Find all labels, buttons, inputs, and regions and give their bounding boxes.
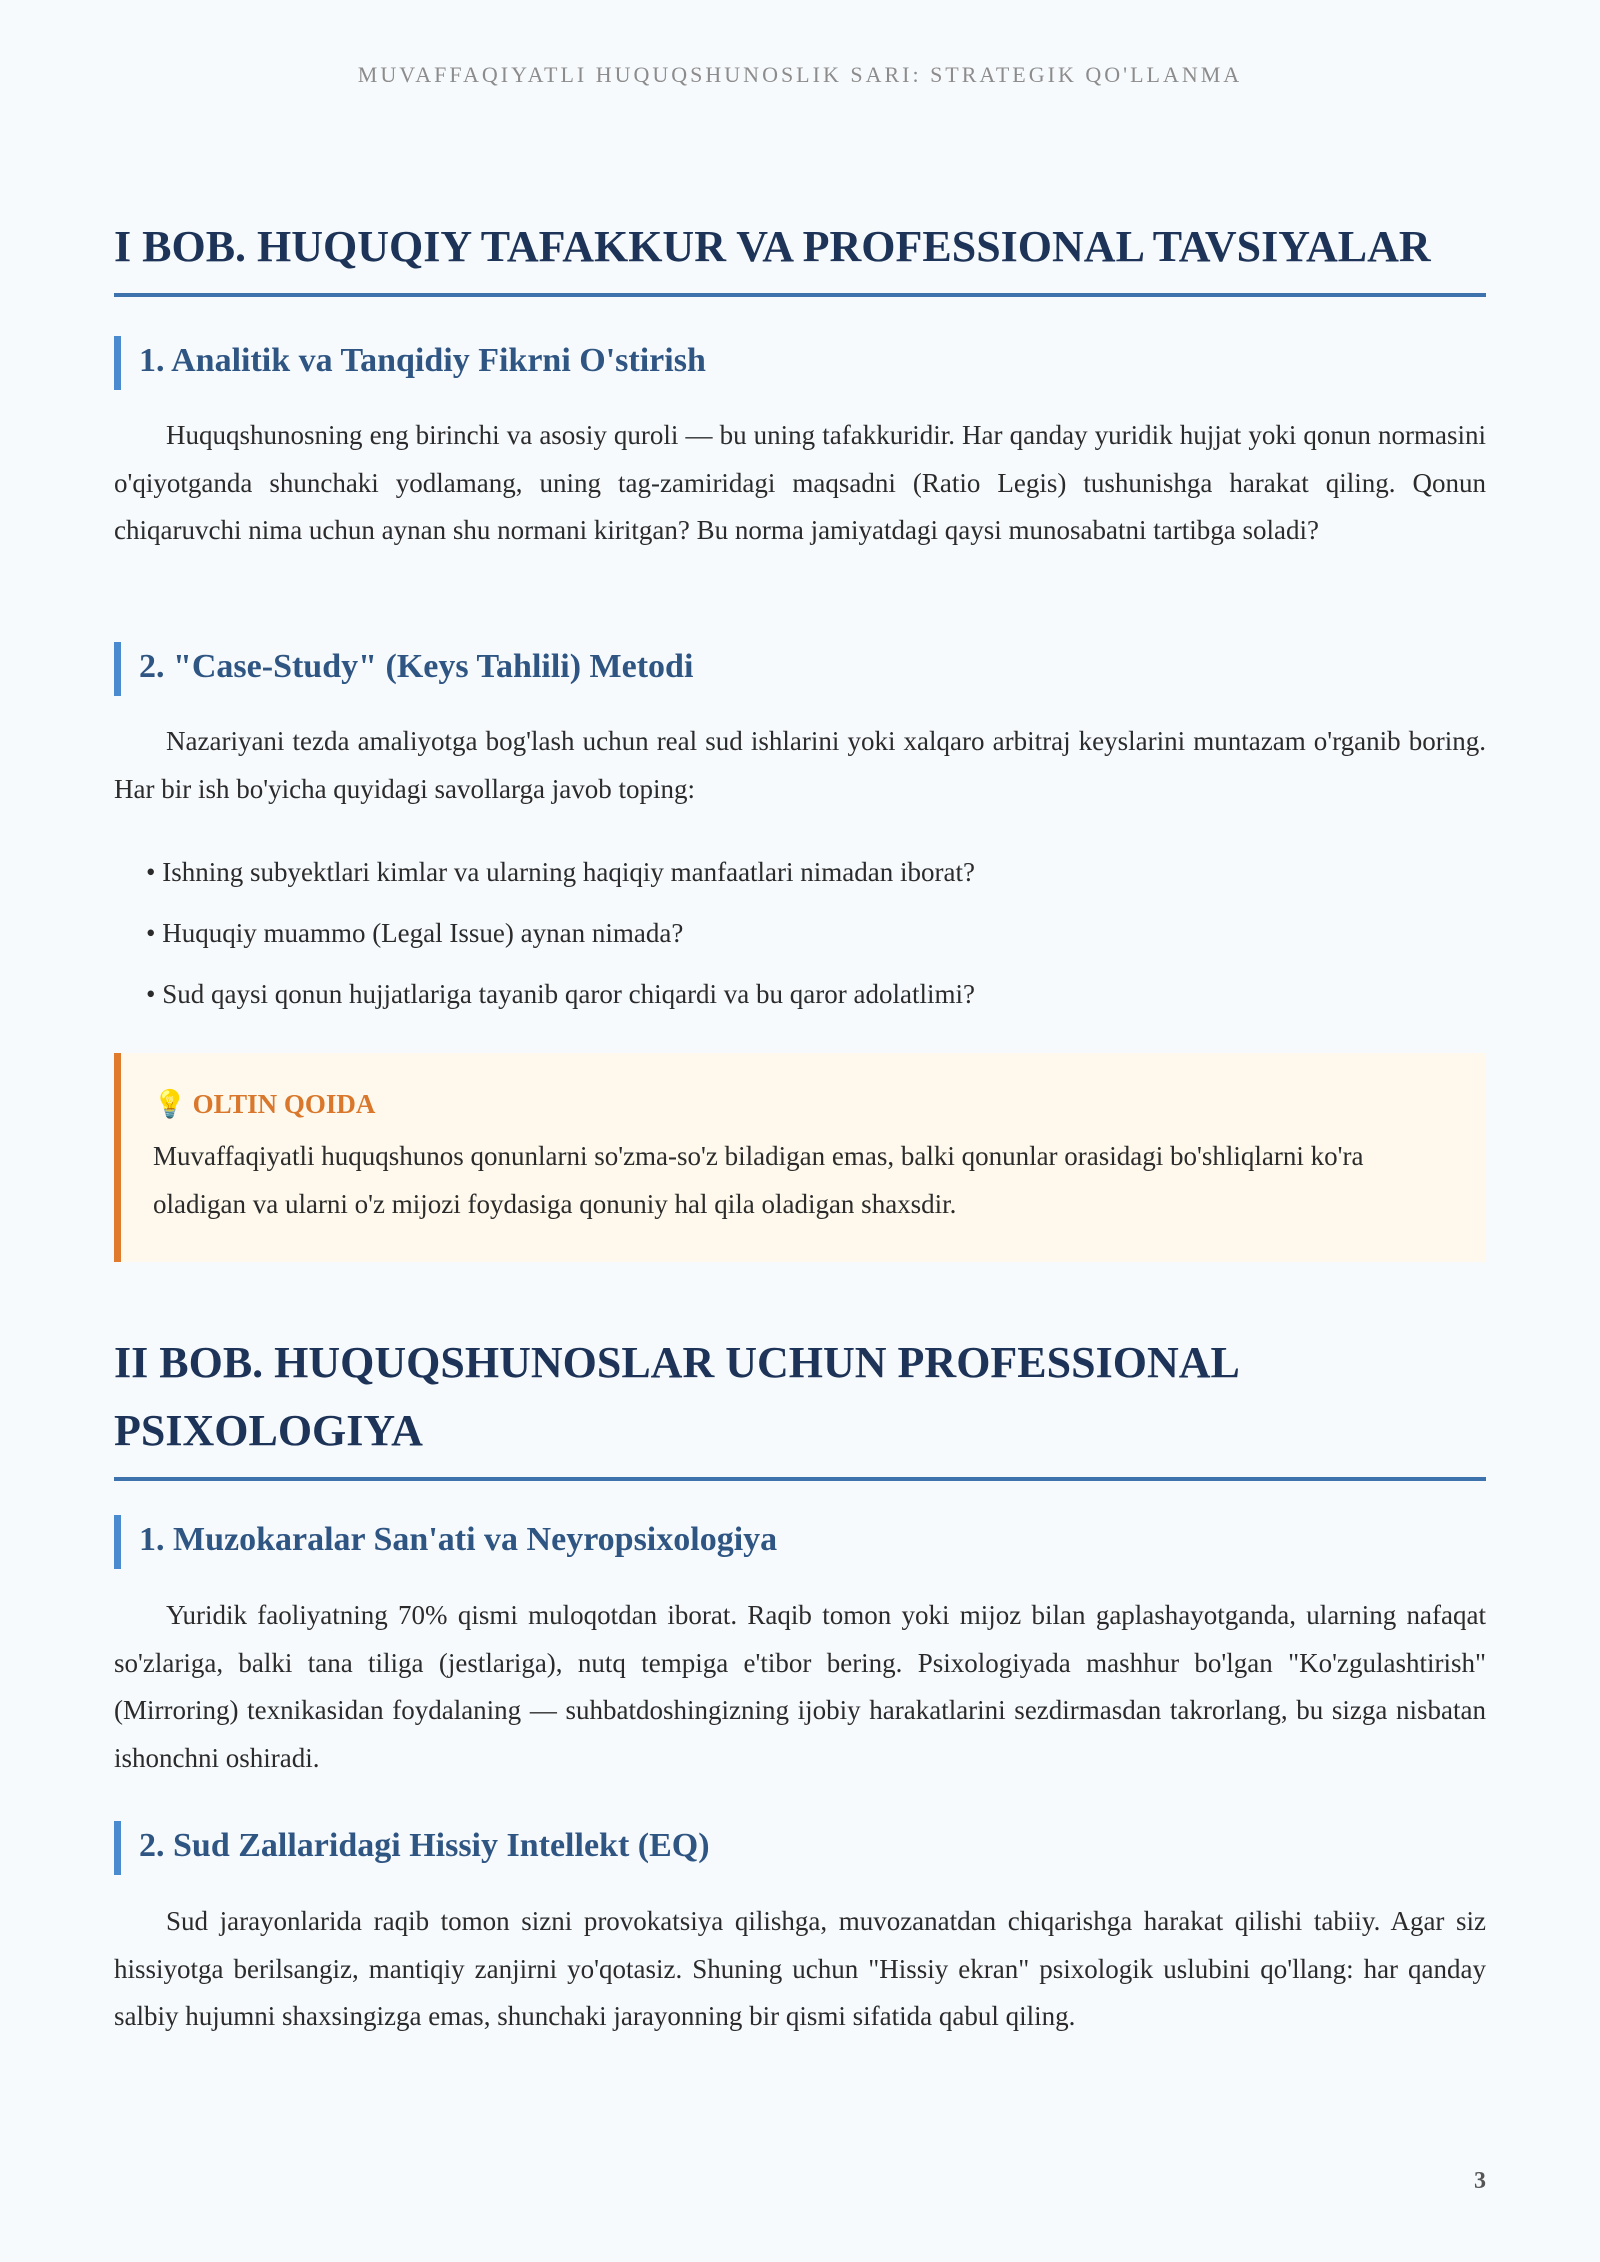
section-1-2-paragraph: Nazariyani tezda amaliyotga bog'lash uchun real sud ishlarini yoki xalqaro arbitraj keyslarini muntazam o'rganib boring. Har bir ish bo'yicha quyidagi savollarga javob toping: [114, 726, 1486, 804]
list-item: • Sud qaysi qonun hujjatlariga tayanib qaror chiqardi va bu qaror adolatlimi? [146, 964, 1486, 1025]
chapter-2-title: II BOB. HUQUQSHUNOSLAR UCHUN PROFESSIONAL PSIXOLOGIYA [114, 1329, 1486, 1481]
list-item: • Huquqiy muammo (Legal Issue) aynan nimada? [146, 903, 1486, 964]
callout-title-text: OLTIN QOIDA [192, 1089, 376, 1119]
callout-text: Muvaffaqiyatli huquqshunos qonunlarni so'zma-so'z biladigan emas, balki qonunlar orasidagi bo'shliqlarni ko'ra oladigan va ularni o'z mijozi foydasiga qonuniy hal qila oladigan shaxsdir. [153, 1141, 1364, 1219]
section-2-1-paragraph: Yuridik faoliyatning 70% qismi muloqotdan iborat. Raqib tomon yoki mijoz bilan gaplashayotganda, ularning nafaqat so'zlariga, balki tana tiliga (jestlariga), nutq tempiga e'tibor bering. Psixologiyada mashhur bo'lgan "Ko'zgulashtirish" (Mirroring) texnikasidan foydalaning — suhbatdoshingizning ijobiy harakatlarini sezdirmasdan takrorlang, bu sizga nisbatan ishonchni oshiradi. [114, 1600, 1486, 1773]
running-header: MUVAFFAQIYATLI HUQUQSHUNOSLIK SARI: STRATEGIK QO'LLANMA [357, 62, 1243, 87]
golden-rule-callout [114, 1053, 1486, 1262]
chapter-1-title: I BOB. HUQUQIY TAFAKKUR VA PROFESSIONAL TAVSIYALAR [114, 213, 1486, 297]
section-2-2-paragraph: Sud jarayonlarida raqib tomon sizni provokatsiya qilishga, muvozanatdan chiqarishga harakat qilishi tabiiy. Agar siz hissiyotga berilsangiz, mantiqiy zanjirni yo'qotasiz. Shuning uchun "Hissiy ekran" psixologik uslubini qo'llang: har qanday salbiy hujumni shaxsingizga emas, shunchaki jarayonning bir qismi sifatida qabul qiling. [114, 1906, 1486, 2031]
section-1-2-heading: 2. "Case-Study" (Keys Tahlili) Metodi [114, 642, 1486, 696]
section-2-1-heading: 1. Muzokaralar San'ati va Neyropsixologiya [114, 1515, 1486, 1569]
section-1-1-heading: 1. Analitik va Tanqidiy Fikrni O'stirish [114, 336, 1486, 390]
callout-title [153, 1079, 1426, 1129]
page-number: 3 [1474, 2168, 1486, 2194]
section-2-2-heading: 2. Sud Zallaridagi Hissiy Intellekt (EQ) [114, 1821, 1486, 1875]
list-item: • Ishning subyektlari kimlar va ularning haqiqiy manfaatlari nimadan iborat? [146, 842, 1486, 903]
case-questions-list [146, 842, 1486, 1025]
lightbulb-icon: 💡 [153, 1089, 187, 1119]
section-1-1-paragraph: Huquqshunosning eng birinchi va asosiy quroli — bu uning tafakkuridir. Har qanday yuridik hujjat yoki qonun normasini o'qiyotganda shunchaki yodlamang, uning tag-zamiridagi maqsadni (Ratio Legis) tushunishga harakat qiling. Qonun chiqaruvchi nima uchun aynan shu normani kiritgan? Bu norma jamiyatdagi qaysi munosabatni tartibga soladi? [114, 420, 1486, 545]
